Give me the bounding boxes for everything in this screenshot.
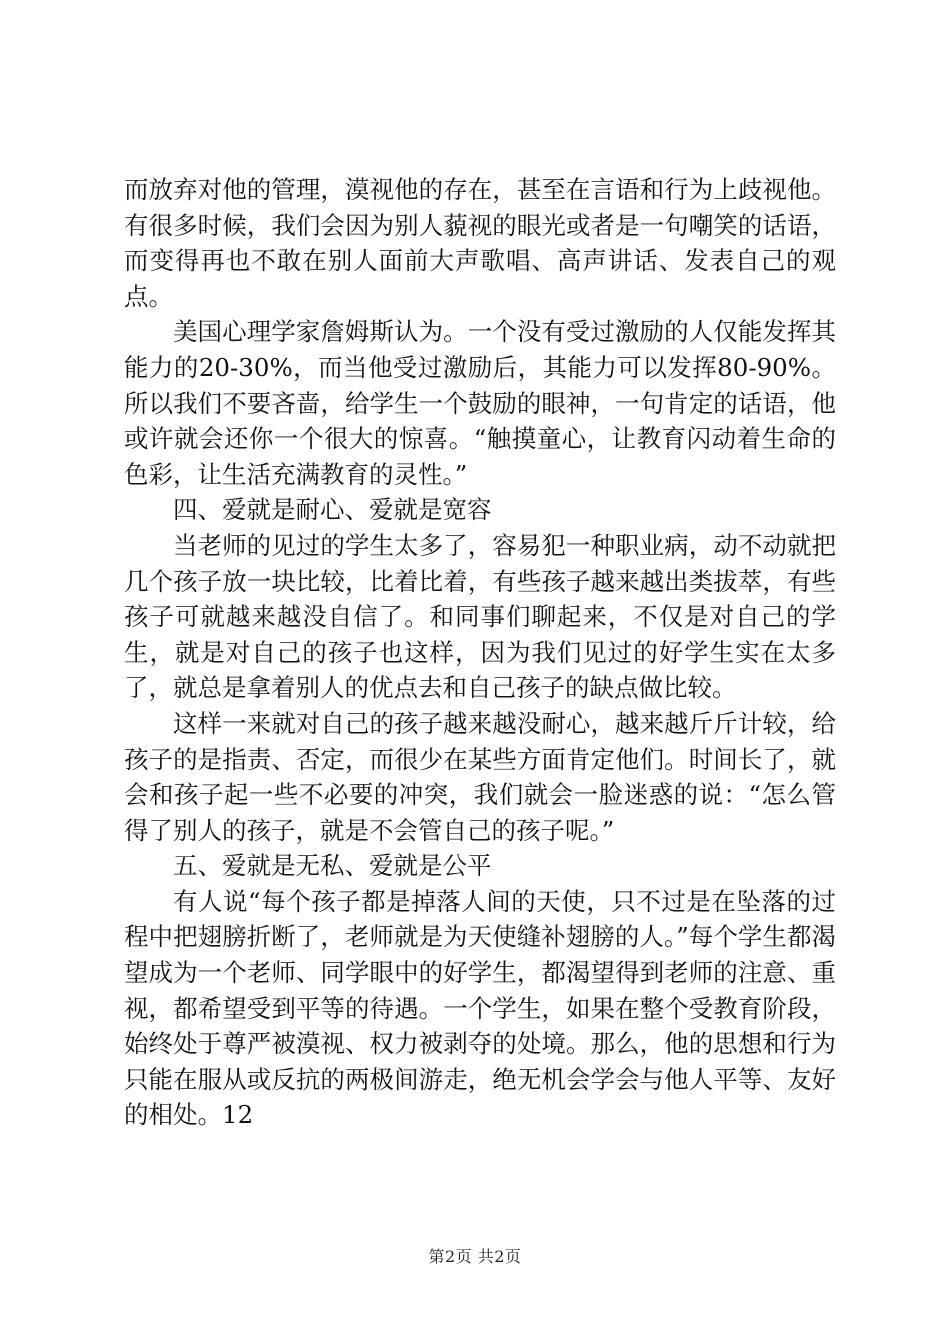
section-heading: 四、爱就是耐心、爱就是宽容 [173, 495, 492, 525]
section-heading: 五、爱就是无私、爱就是公平 [173, 851, 492, 881]
page-number-footer: 第2页 共2页 [428, 1247, 522, 1266]
paragraph: 美国心理学家詹姆斯认为。一个没有受过激励的人仅能发挥其能力的20-30%，而当他受过激励后，其能力可以发挥80-90%。所以我们不要吝啬，给学生一个鼓励的眼神，一句肯定的话语，他或许就会还你一个很大的惊喜。“触摸童心，让教育闪动着生命的色彩，让生活充满教育的灵性。” [124, 317, 836, 489]
document-body [124, 172, 836, 1133]
paragraph: 有人说“每个孩子都是掉落人间的天使，只不过是在坠落的过程中把翅膀折断了，老师就是为天使缝补翅膀的人。”每个学生都渴望成为一个老师、同学眼中的好学生，都渴望得到老师的注意、重视，都希望受到平等的待遇。一个学生，如果在整个受教育阶段，始终处于尊严被漠视、权力被剥夺的处境。那么，他的思想和行为只能在服从或反抗的两极间游走，绝无机会学会与他人平等、友好的相处。12 [124, 886, 836, 1130]
paragraph: 而放弃对他的管理，漠视他的存在，甚至在言语和行为上歧视他。有很多时候，我们会因为别人藐视的眼光或者是一句嘲笑的话语，而变得再也不敢在别人面前大声歌唱、高声讲话、发表自己的观点。 [124, 175, 836, 311]
paragraph: 这样一来就对自己的孩子越来越没耐心，越来越斤斤计较，给孩子的是指责、否定，而很少在某些方面肯定他们。时间长了，就会和孩子起一些不必要的冲突，我们就会一脸迷惑的说：“怎么管得了别人的孩子，就是不会管自己的孩子呢。” [124, 708, 836, 845]
paragraph: 当老师的见过的学生太多了，容易犯一种职业病，动不动就把几个孩子放一块比较，比着比着，有些孩子越来越出类拔萃，有些孩子可就越来越没自信了。和同事们聊起来，不仅是对自己的学生，就是对自己的孩子也这样，因为我们见过的好学生实在太多了，就总是拿着别人的优点去和自己孩子的缺点做比较。 [124, 530, 836, 703]
